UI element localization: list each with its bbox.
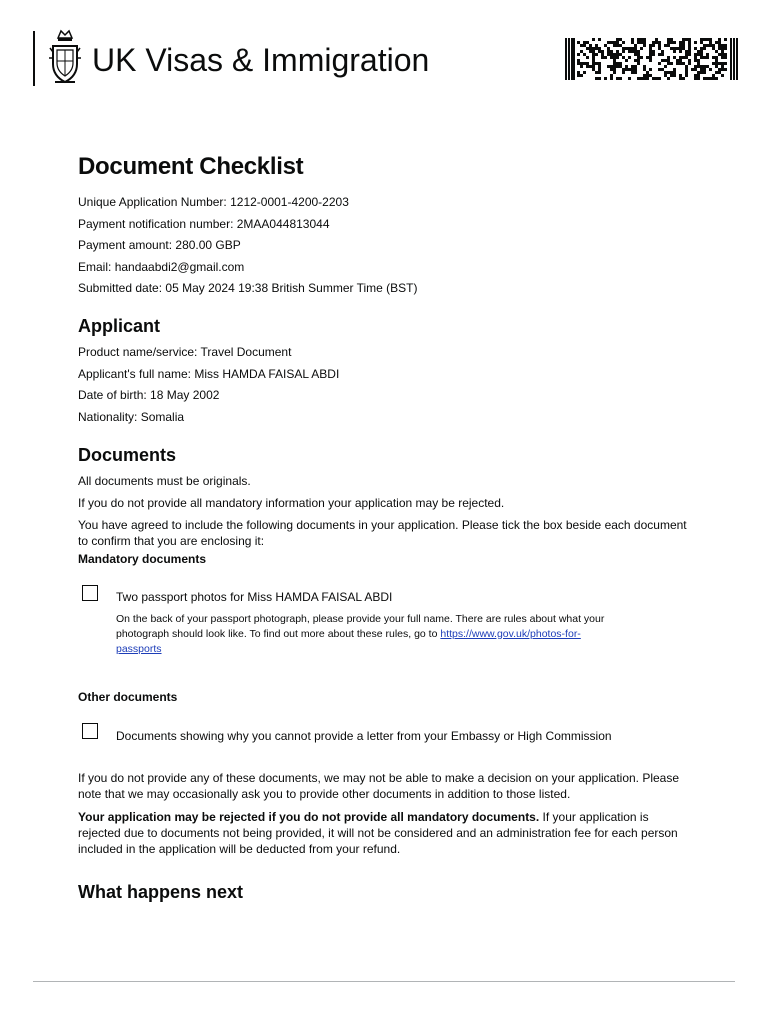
application-number-value: 1212-0001-4200-2203	[230, 195, 349, 209]
submitted-date-label: Submitted date:	[78, 281, 166, 295]
photos-for-passports-link[interactable]: https://www.gov.uk/photos-for-passports	[116, 627, 581, 655]
submitted-date-row	[78, 280, 698, 296]
passport-photos-note-text: On the back of your passport photograph, please provide your full name. There are rules about what your photograph should look like. To find out more about these rules, go to	[116, 612, 605, 640]
applicant-heading: Applicant	[78, 316, 161, 336]
page-title: Document Checklist	[78, 153, 304, 180]
product-label: Product name/service:	[78, 345, 201, 359]
product-value: Travel Document	[200, 345, 292, 359]
brand-divider	[33, 31, 35, 86]
nationality-value: Somalia	[140, 409, 185, 424]
rejection-warning-text: If your application is rejected due to documents not being provided, it will not be considered and an administration fee for each person included in the application will be deducted from your refund.	[78, 809, 678, 856]
passport-photos-checkbox[interactable]	[82, 585, 98, 601]
product-row	[78, 344, 698, 360]
rejection-warning-bold: Your application may be rejected if you do not provide all mandatory documents.	[78, 809, 540, 824]
agreed-text: You have agreed to include the following documents in your application. Please tick the box beside each document to confirm that you are enclosing it:	[78, 517, 687, 548]
dob-row	[78, 387, 698, 403]
payment-amount-value: 280.00 GBP	[175, 238, 241, 252]
other-documents-heading: Other documents	[78, 689, 178, 704]
payment-amount-label: Payment amount:	[78, 238, 176, 252]
payment-notification-value: 2MAA044813044	[236, 216, 330, 231]
mandatory-document-item	[82, 585, 698, 605]
submitted-date-value: 05 May 2024 19:38 British Summer Time (BST)	[165, 281, 418, 295]
embassy-letter-label: Documents showing why you cannot provide a letter from your Embassy or High Commission	[116, 728, 612, 743]
application-number-row	[78, 194, 698, 210]
mandatory-warning-text: If you do not provide all mandatory information your application may be rejected.	[78, 495, 505, 510]
nationality-row	[78, 409, 698, 425]
application-number-label: Unique Application Number:	[78, 195, 231, 209]
mandatory-documents-heading: Mandatory documents	[78, 551, 207, 566]
applicant-name-value: Miss HAMDA FAISAL ABDI	[194, 366, 340, 381]
payment-notification-label: Payment notification number:	[78, 216, 237, 231]
email-value: handaabdi2@gmail.com	[114, 259, 245, 274]
embassy-letter-checkbox[interactable]	[82, 723, 98, 739]
email-row	[78, 259, 698, 275]
payment-notification-row	[78, 216, 698, 232]
applicant-name-row	[78, 366, 698, 382]
footer-divider	[33, 981, 735, 982]
other-document-item	[82, 723, 698, 744]
passport-photos-label: Two passport photos for Miss HAMDA FAISAL ABDI	[116, 589, 393, 604]
payment-amount-row	[78, 237, 698, 253]
main-content	[78, 150, 698, 905]
dob-value: 18 May 2002	[150, 388, 220, 402]
barcode-icon	[565, 38, 738, 80]
documents-heading: Documents	[78, 444, 177, 465]
rejection-warning	[78, 809, 678, 857]
applicant-name-label: Applicant's full name:	[78, 366, 195, 381]
passport-photos-note	[116, 612, 616, 657]
originals-text: All documents must be originals.	[78, 473, 251, 488]
royal-crest-icon	[46, 28, 84, 86]
nationality-label: Nationality:	[78, 409, 141, 424]
email-label: Email:	[78, 259, 115, 274]
dob-label: Date of birth:	[78, 388, 151, 402]
not-provided-text: If you do not provide any of these documents, we may not be able to make a decision on your application. Please note that we may occasionally ask you to provide other documents in addition to those listed.	[78, 770, 680, 801]
what-happens-next-heading: What happens next	[78, 881, 244, 902]
brand-title: UK Visas & Immigration	[92, 42, 430, 78]
page-header	[0, 0, 768, 100]
